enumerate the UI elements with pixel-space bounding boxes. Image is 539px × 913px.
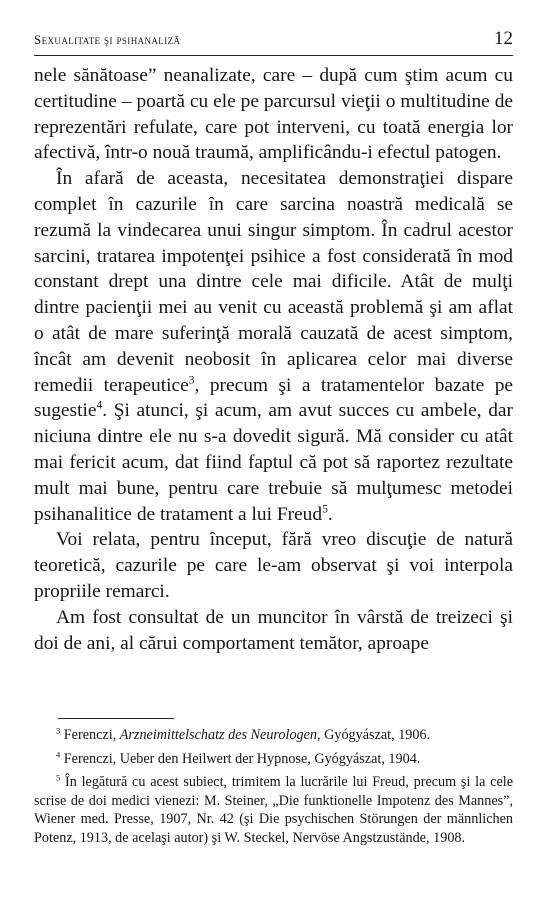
paragraph-4: Am fost consultat de un muncitor în vârstă de treizeci şi doi de ani, al cărui comportament temător, aproape bbox=[34, 606, 513, 654]
page-number: 12 bbox=[494, 28, 513, 49]
paragraph-2-part-c: . Şi atunci, şi acum, am avut succes cu ambele, dar niciuna dintre ele nu s-a dovedit sigură. Mă consider cu atât mai fericit acum, dat fiind faptul că pot să raportez rezultate mult mai bune, pentru care trebuie să mulţumesc metodei psihanalitice de tratament a lui Freud bbox=[34, 400, 513, 525]
running-title: Sexualitate şi psihanaliză bbox=[34, 32, 181, 47]
paragraph-1: nele sănătoase” neanalizate, care – după cum ştim acum cu certitudine – poartă cu ele pe parcursul vieţii o multitudine de reprezentări refulate, care pot interveni, cu toată energia lor afectivă, într-o nouă traumă, amplificându-i efectul patogen. bbox=[34, 65, 513, 164]
footnote-3-title: Arzneimittelschatz des Neurologen bbox=[119, 727, 318, 743]
header-rule bbox=[34, 55, 513, 56]
page-header bbox=[34, 28, 513, 50]
paragraph-2-part-b: , precum şi a tratamentelor bazate pe sugestie bbox=[34, 374, 513, 422]
paragraph-2-part-d: . bbox=[327, 503, 333, 525]
paragraph-2 bbox=[34, 166, 513, 527]
footnote-3-after: , Gyógyászat, 1906. bbox=[317, 727, 431, 743]
footnote-ref-5[interactable]: 5 bbox=[322, 502, 328, 516]
footnote-5-text: În legătură cu acest subiect, trimitem la lucrările lui Freud, precum şi la cele scrise de doi medici vienezi: M. Steiner, „Die funktionelle Impotenz des Mannes”, Wiener med. Presse, 1907, Nr. 42 (şi Die psychischen Störungen der männlichen Potenz, 1913, de acelaşi autor) şi W. Steckel, Nervöse Angstzustände, 1908. bbox=[34, 774, 513, 846]
footnote-separator bbox=[58, 718, 174, 719]
footnotes bbox=[34, 726, 513, 848]
footnote-4 bbox=[34, 750, 513, 769]
footnote-5-mark: 5 bbox=[56, 772, 61, 783]
footnote-ref-3[interactable]: 3 bbox=[188, 373, 195, 387]
paragraph-2-part-a: În afară de aceasta, necesitatea demonstraţiei dispare complet în cazurile în care sarcina noastră medicală se rezumă la vindecarea unui singur simptom. În cadrul acestor sarcini, tratarea impotenţei psihice a fost considerată în mod constant drept una dintre cele mai dificile. Atât de mulţi dintre pacienţii mei au venit cu această problemă şi am aflat o atât de mare suferinţă morală cauzată de acest simptom, încât am devenit neobosit în aplicarea celor mai diverse remedii terapeutice bbox=[34, 168, 513, 396]
footnote-ref-4[interactable]: 4 bbox=[96, 398, 103, 412]
footnote-4-text: Ferenczi, Ueber den Heilwert der Hypnose, Gyógyászat, 1904. bbox=[63, 750, 421, 767]
footnote-3-before: Ferenczi, bbox=[63, 727, 120, 743]
footnote-3-mark: 3 bbox=[56, 725, 61, 736]
footnote-5 bbox=[34, 773, 513, 847]
footnote-4-mark: 4 bbox=[56, 748, 61, 759]
paragraph-3: Voi relata, pentru început, fără vreo discuţie de natură teoretică, cazurile pe care le-am observat şi voi interpola propriile remarci. bbox=[34, 529, 513, 602]
footnote-3 bbox=[34, 726, 513, 745]
body-text bbox=[34, 63, 513, 656]
